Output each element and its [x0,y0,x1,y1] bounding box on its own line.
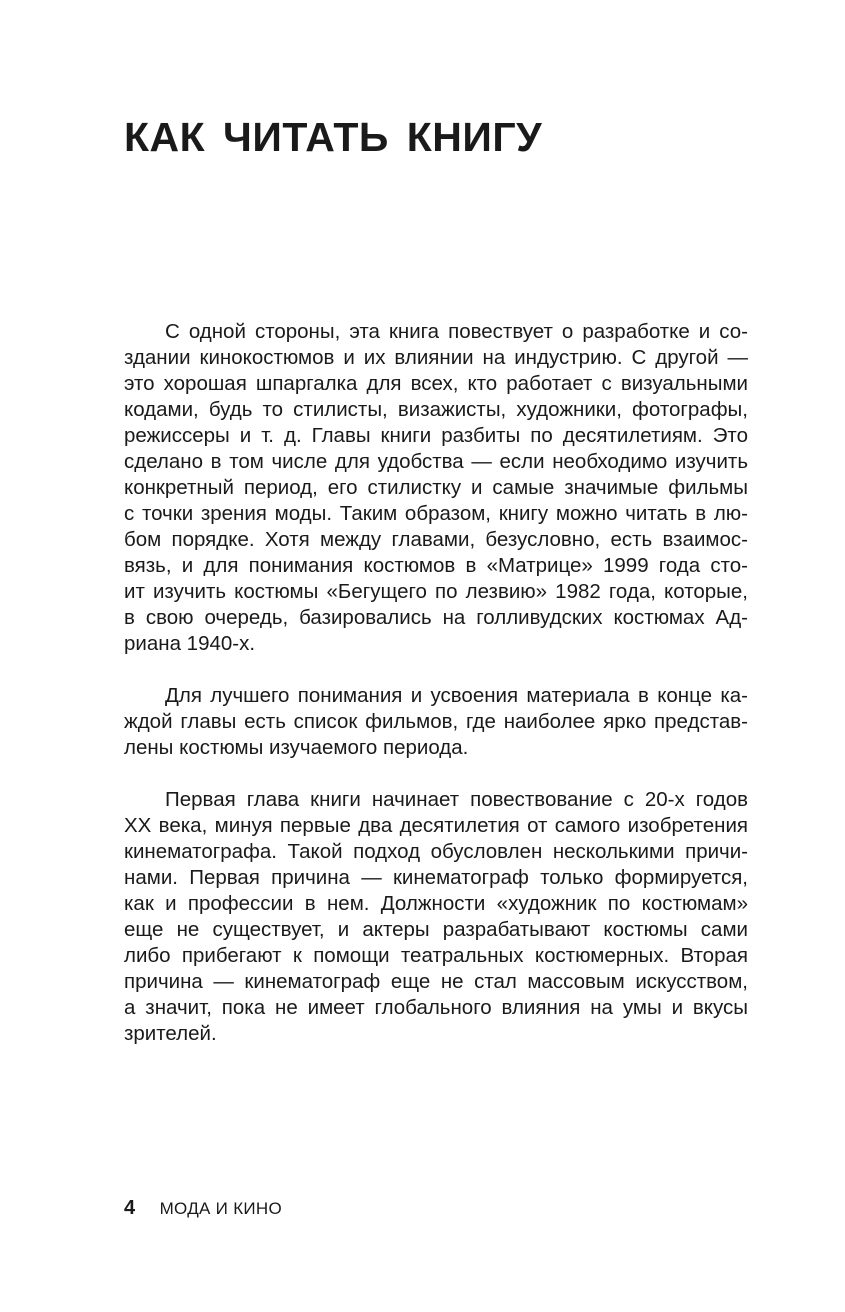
text-line: кодами, будь то стилисты, визажисты, художники, фотографы, [124,398,748,421]
text-line: конкретный период, его стилистку и самые значимые фильмы [124,476,748,499]
paragraph [124,787,748,1047]
text-line: Первая глава книги начинает повествование с 20-х годов [165,788,748,811]
text-line: риана 1940-х. [124,632,256,655]
text-line: XX века, минуя первые два десятилетия от самого изобретения [124,814,748,837]
text-line: вязь, и для понимания костюмов в «Матрице» 1999 года сто- [124,554,748,577]
paragraph-gap [124,761,748,787]
text-line: здании кинокостюмов и их влиянии на индустрию. С другой — [124,346,748,369]
text-line: еще не существует, и актеры разрабатывают костюмы сами [124,918,748,941]
text-line: кинематографа. Такой подход обусловлен несколькими причи- [124,840,748,863]
text-line: это хорошая шпаргалка для всех, кто работает с визуальными [124,372,748,395]
text-line: либо прибегают к помощи театральных костюмерных. Вторая [124,944,748,967]
text-line: как и профессии в нем. Должности «художник по костюмам» [124,892,748,915]
text-line: сделано в том числе для удобства — если необходимо изучить [124,450,748,473]
text-line: нами. Первая причина — кинематограф только формируется, [124,866,748,889]
paragraph [124,319,748,657]
text-line: причина — кинематограф еще не стал массовым искусством, [124,970,748,993]
text-line: ждой главы есть список фильмов, где наиболее ярко представ- [124,710,748,733]
text-line: режиссеры и т. д. Главы книги разбиты по десятилетиям. Это [124,424,748,447]
text-line: С одной стороны, эта книга повествует о разработке и со- [165,320,748,343]
running-title: МОДА И КИНО [159,1199,283,1218]
paragraph [124,683,748,761]
text-line: с точки зрения моды. Таким образом, книгу можно читать в лю- [124,502,748,525]
text-line: а значит, пока не имеет глобального влияния на умы и вкусы [124,996,748,1019]
text-line: Для лучшего понимания и усвоения материала в конце ка- [165,684,748,707]
text-line: зрителей. [124,1022,217,1045]
page-footer [124,1195,282,1221]
text-line: ит изучить костюмы «Бегущего по лезвию» 1982 года, которые, [124,580,748,603]
page-title: КАК ЧИТАТЬ КНИГУ [124,114,543,160]
text-line: бом порядке. Хотя между главами, безусловно, есть взаимос- [124,528,748,551]
text-line: лены костюмы изучаемого периода. [124,736,469,759]
text-line: в свою очередь, базировались на голливудских костюмах Ад- [124,606,748,629]
paragraph-gap [124,657,748,683]
page-number: 4 [124,1197,136,1219]
body-text [124,319,748,1047]
